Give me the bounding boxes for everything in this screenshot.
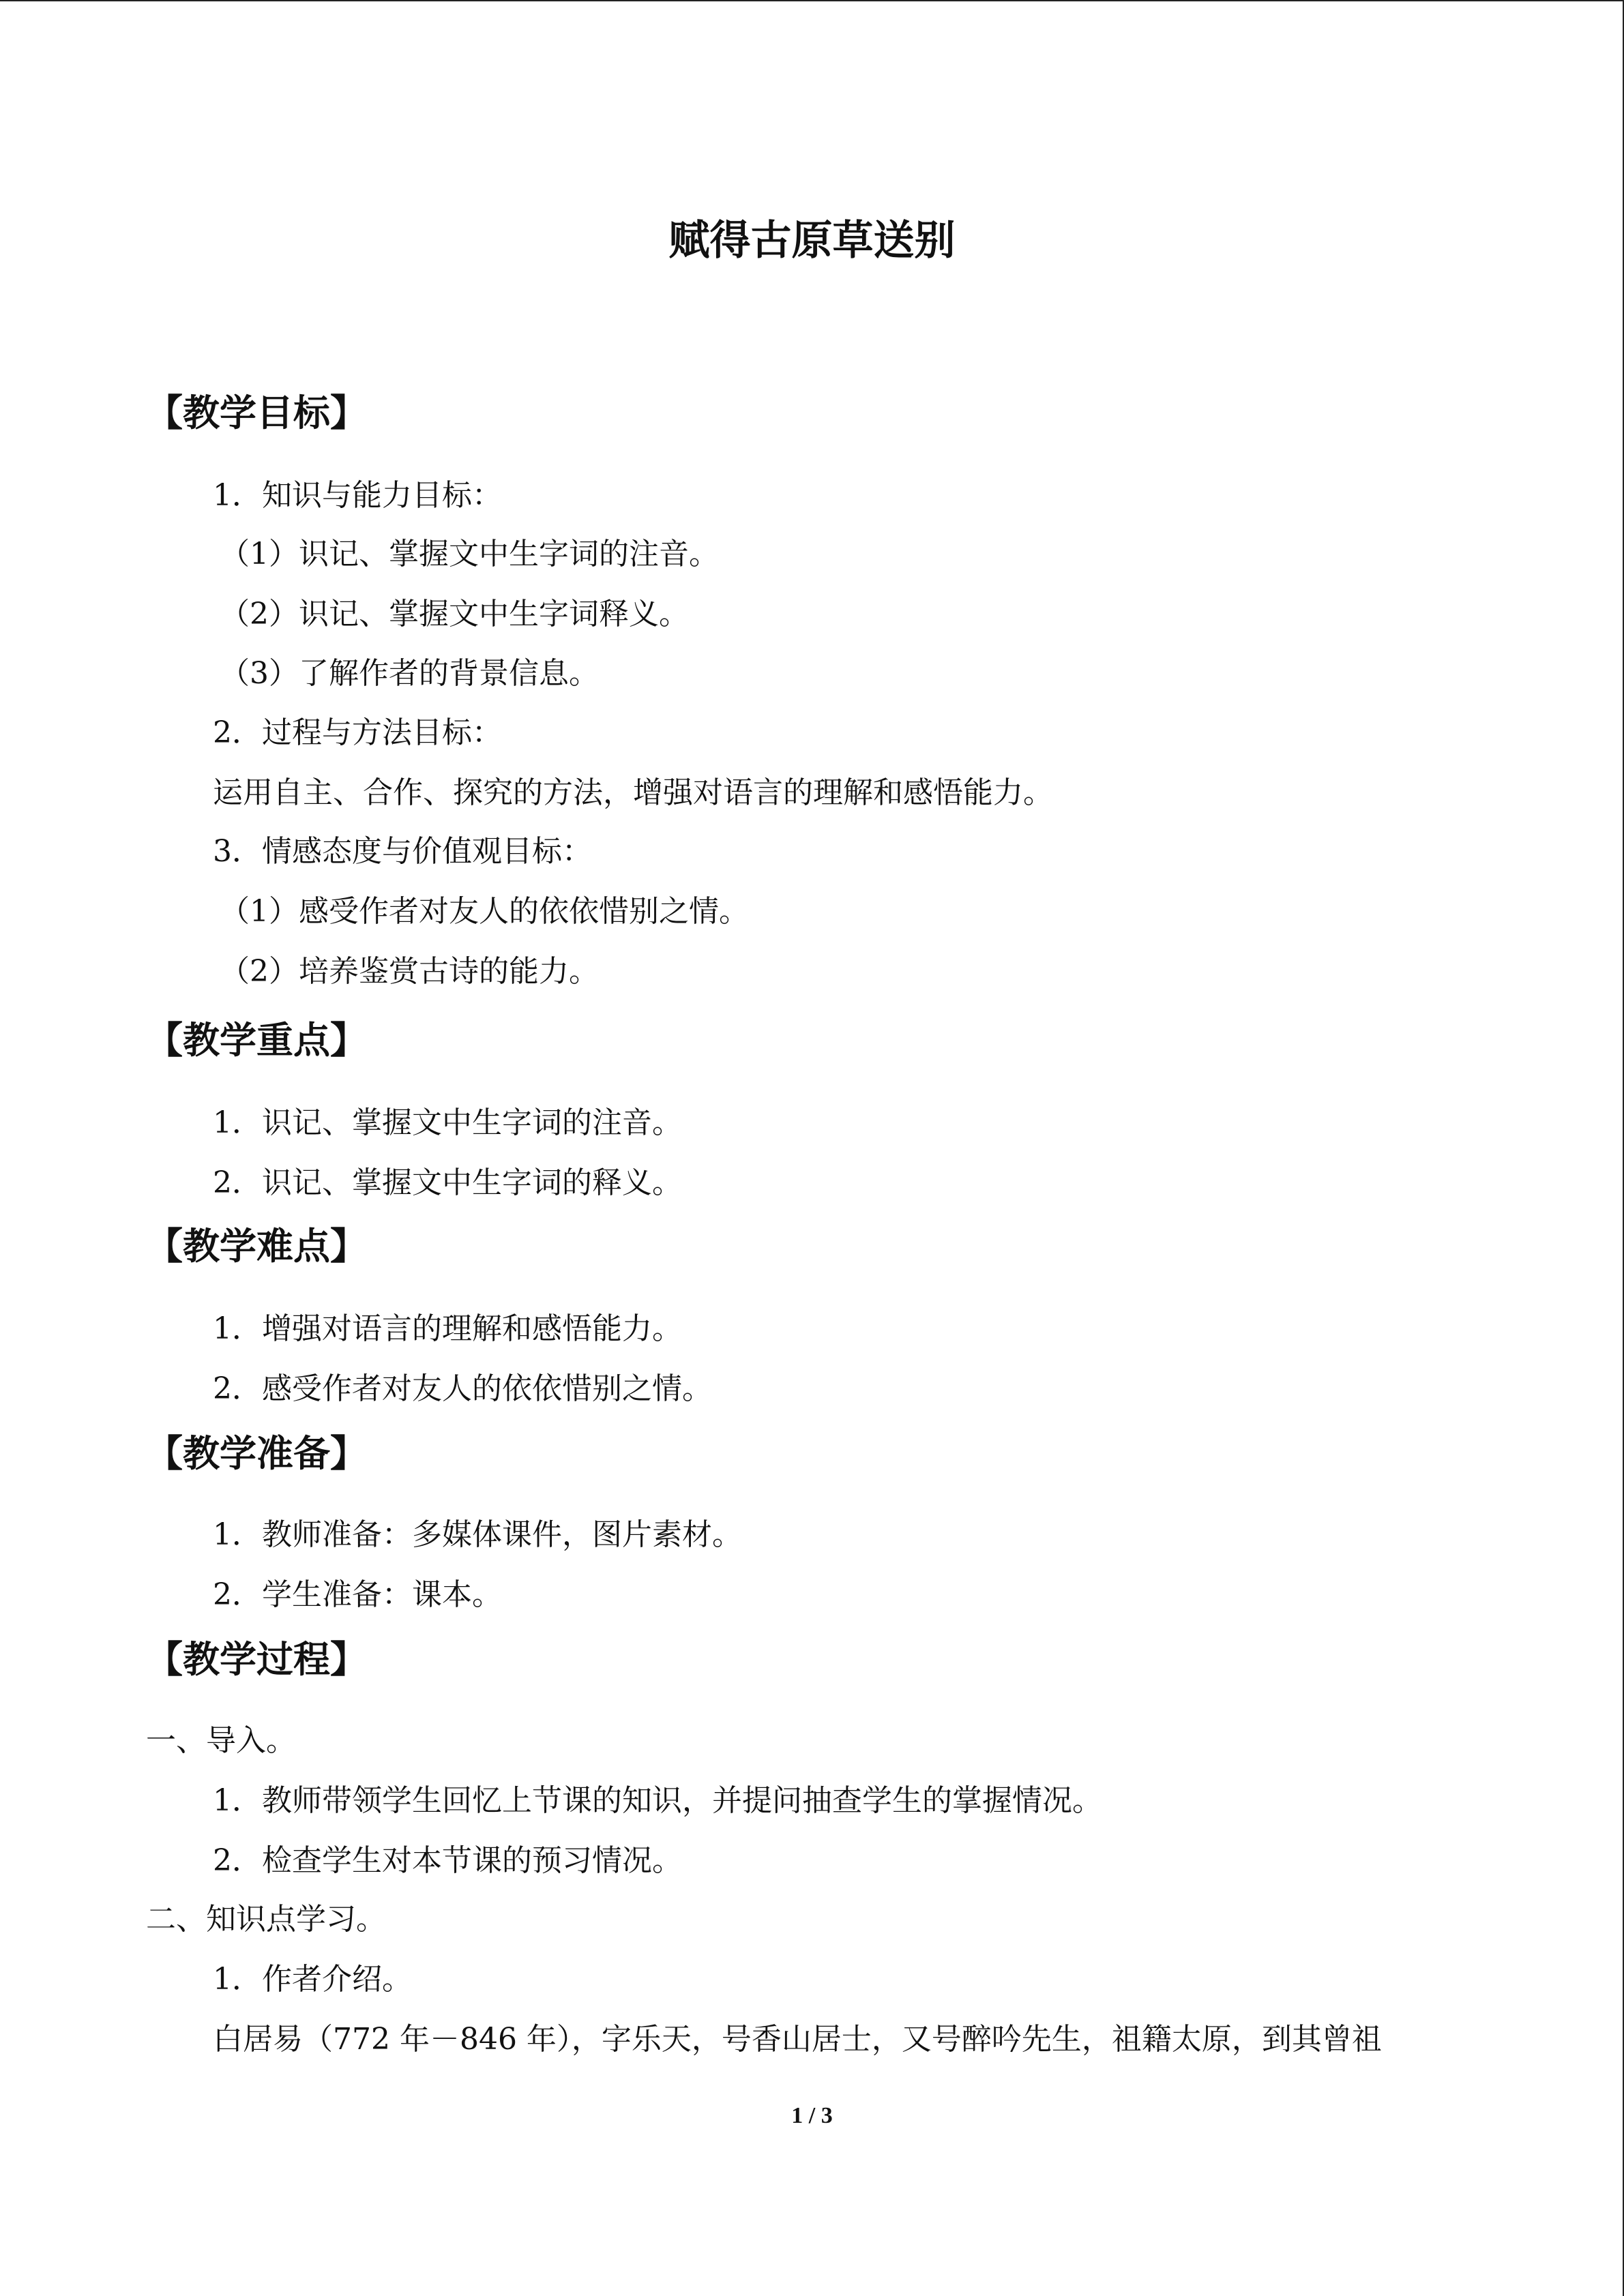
document-title: 赋得古原草送别 [668, 217, 956, 265]
process-step-3: 1．作者介绍。 [213, 1962, 412, 1997]
page-number: 1 / 3 [791, 2103, 833, 2128]
process-step-1: 1．教师带领学生回忆上节课的知识，并提问抽查学生的掌握情况。 [213, 1783, 1102, 1818]
heading-difficulties: 【教学难点】 [146, 1225, 367, 1268]
process-part-1: 一、导入。 [146, 1723, 296, 1758]
preparation-2: 2．学生准备：课本。 [213, 1577, 502, 1612]
objective-item-2-text: 运用自主、合作、探究的方法，增强对语言的理解和感悟能力。 [213, 775, 1053, 810]
objective-item-3: 3．情感态度与价值观目标： [213, 834, 592, 869]
objective-subitem-2: （2）识记、掌握文中生字词释义。 [220, 597, 689, 631]
heading-objectives: 【教学目标】 [146, 391, 367, 434]
objective-item-2: 2．过程与方法目标： [213, 715, 502, 750]
process-step-2: 2．检查学生对本节课的预习情况。 [213, 1843, 682, 1878]
objective-subitem-5: （2）培养鉴赏古诗的能力。 [220, 954, 599, 989]
objective-subitem-3: （3）了解作者的背景信息。 [220, 656, 599, 691]
heading-process: 【教学过程】 [146, 1638, 367, 1681]
objective-subitem-1: （1）识记、掌握文中生字词的注音。 [220, 537, 719, 571]
author-intro-text: 白居易（772 年－846 年），字乐天，号香山居士，又号醉吟先生，祖籍太原，到其曾祖 [213, 2022, 1382, 2057]
heading-key-points: 【教学重点】 [146, 1019, 367, 1062]
objective-item-1: 1．知识与能力目标： [213, 478, 502, 513]
process-part-2: 二、知识点学习。 [146, 1902, 386, 1937]
objective-subitem-4: （1）感受作者对友人的依依惜别之情。 [220, 894, 749, 929]
heading-preparation: 【教学准备】 [146, 1432, 367, 1475]
preparation-1: 1．教师准备：多媒体课件，图片素材。 [213, 1517, 742, 1552]
difficulty-2: 2．感受作者对友人的依依惜别之情。 [213, 1371, 712, 1406]
key-point-1: 1．识记、掌握文中生字词的注音。 [213, 1105, 682, 1140]
difficulty-1: 1．增强对语言的理解和感悟能力。 [213, 1311, 682, 1346]
key-point-2: 2．识记、掌握文中生字词的释义。 [213, 1165, 682, 1200]
